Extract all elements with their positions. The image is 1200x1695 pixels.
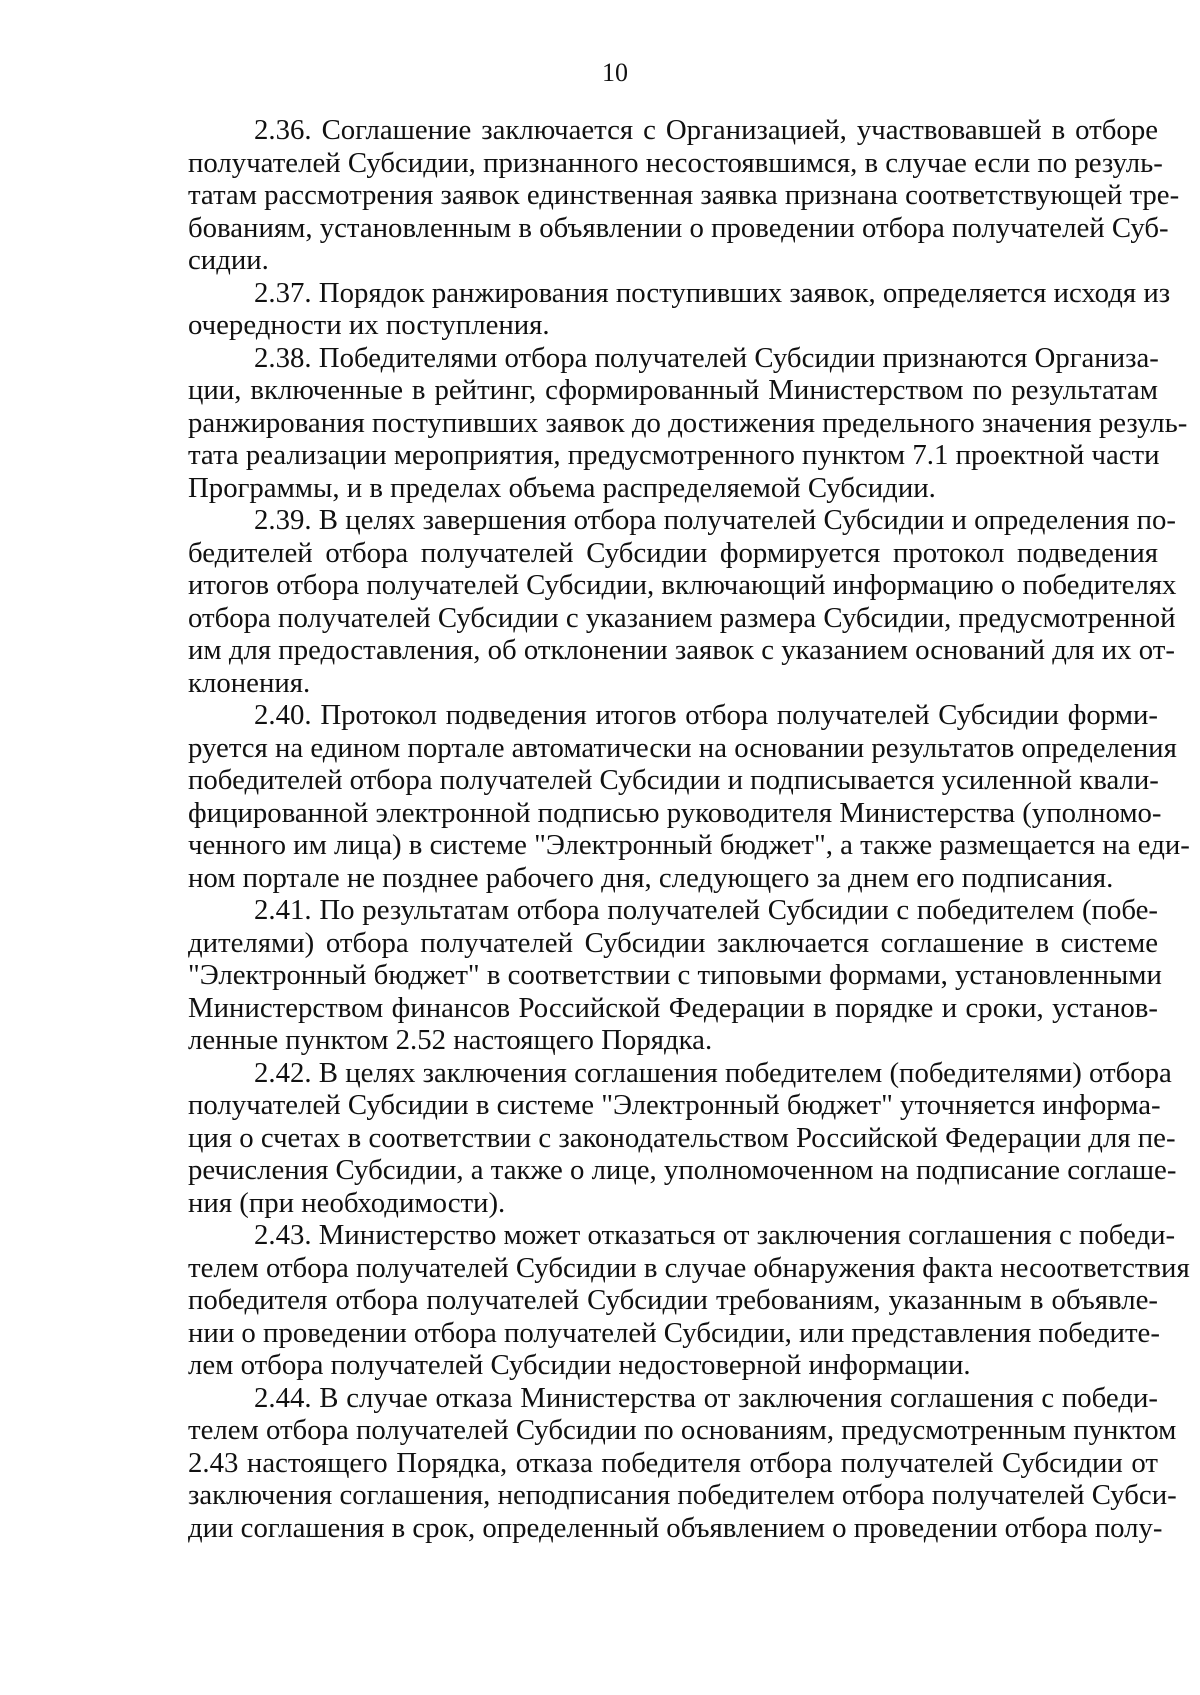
paragraph-line: татам рассмотрения заявок единственная заявка признана соответствующей тре-	[188, 179, 1180, 211]
page-number: 10	[602, 58, 628, 87]
paragraph-line: ранжирования поступивших заявок до достижения предельного значения резуль-	[188, 406, 1188, 439]
paragraph-line: получателей Субсидии в системе "Электронный бюджет" уточняется информа-	[188, 1089, 1161, 1121]
paragraph-2-42	[188, 1056, 1177, 1220]
paragraph-line: 2.41. По результатам отбора получателей Субсидии с победителем (побе-	[254, 894, 1158, 926]
paragraph-2-36	[188, 114, 1180, 277]
paragraph-2-39	[188, 504, 1177, 699]
paragraph-2-44	[188, 1381, 1177, 1545]
paragraph-line: итогов отбора получателей Субсидии, включающий информацию о победителях	[188, 569, 1177, 601]
paragraph-line: 2.36. Соглашение заключается с Организацией, участвовавшей в отборе	[254, 114, 1158, 146]
paragraph-line: сидии.	[188, 244, 269, 276]
paragraph-line: клонения.	[188, 666, 311, 699]
paragraph-line: 2.40. Протокол подведения итогов отбора получателей Субсидии форми-	[254, 699, 1158, 731]
paragraph-line: 2.42. В целях заключения соглашения победителем (победителями) отбора	[254, 1056, 1172, 1089]
paragraph-line: победителей отбора получателей Субсидии и подписывается усиленной квали-	[188, 764, 1159, 796]
paragraph-2-40	[188, 699, 1190, 894]
paragraph-2-38	[188, 341, 1188, 505]
paragraph-line: заключения соглашения, неподписания победителем отбора получателей Субси-	[188, 1479, 1177, 1511]
paragraph-line: 2.38. Победителями отбора получателей Субсидии признаются Организа-	[254, 341, 1159, 374]
paragraph-line: получателей Субсидии, признанного несостоявшимся, в случае если по резуль-	[188, 146, 1163, 179]
paragraph-line: победителя отбора получателей Субсидии требованиям, указанным в объявле-	[188, 1284, 1158, 1316]
paragraph-line: отбора получателей Субсидии с указанием размера Субсидии, предусмотренной	[188, 601, 1176, 634]
paragraph-line: ния (при необходимости).	[188, 1186, 506, 1219]
paragraph-line: бедителей отбора получателей Субсидии формируется протокол подведения	[188, 536, 1158, 569]
paragraph-line: 2.37. Порядок ранжирования поступивших заявок, определяется исходя из	[254, 276, 1171, 309]
paragraph-line: 2.44. В случае отказа Министерства от заключения соглашения с победи-	[254, 1381, 1158, 1414]
paragraph-2-37	[188, 276, 1171, 342]
paragraph-line: Министерством финансов Российской Федерации в порядке и сроки, установ-	[188, 991, 1158, 1024]
paragraph-line: ном портале не позднее рабочего дня, следующего за днем его подписания.	[188, 861, 1114, 894]
paragraph-line: речисления Субсидии, а также о лице, уполномоченном на подписание соглаше-	[188, 1154, 1177, 1186]
paragraph-line: им для предоставления, об отклонении заявок с указанием оснований для их от-	[188, 634, 1175, 666]
paragraph-line: руется на едином портале автоматически на основании результатов определения	[188, 731, 1177, 764]
paragraph-line: бованиям, установленным в объявлении о проведении отбора получателей Суб-	[188, 211, 1169, 244]
paragraph-2-43	[188, 1219, 1190, 1382]
paragraph-line: очередности их поступления.	[188, 309, 550, 341]
paragraph-line: дии соглашения в срок, определенный объявлением о проведении отбора полу-	[188, 1511, 1163, 1544]
paragraph-line: "Электронный бюджет" в соответствии с типовыми формами, установленными	[188, 959, 1162, 991]
paragraph-line: тата реализации мероприятия, предусмотренного пунктом 7.1 проектной части	[188, 439, 1160, 471]
paragraph-line: ции, включенные в рейтинг, сформированный Министерством по результатам	[188, 374, 1158, 406]
paragraph-line: нии о проведении отбора получателей Субсидии, или представления победите-	[188, 1316, 1160, 1349]
paragraph-line: ция о счетах в соответствии с законодательством Российской Федерации для пе-	[188, 1121, 1176, 1154]
document-body	[188, 114, 1190, 1544]
paragraph-line: фицированной электронной подписью руководителя Министерства (уполномо-	[188, 796, 1162, 829]
paragraph-line: ленные пунктом 2.52 настоящего Порядка.	[188, 1024, 713, 1056]
paragraph-2-41	[188, 894, 1162, 1057]
paragraph-line: лем отбора получателей Субсидии недостоверной информации.	[188, 1349, 971, 1381]
paragraph-line: 2.43. Министерство может отказаться от заключения соглашения с победи-	[254, 1219, 1176, 1251]
paragraph-line: дителями) отбора получателей Субсидии заключается соглашение в системе	[188, 926, 1158, 959]
paragraph-line: Программы, и в пределах объема распределяемой Субсидии.	[188, 471, 936, 504]
paragraph-line: ченного им лица) в системе "Электронный бюджет", а также размещается на еди-	[188, 829, 1190, 861]
paragraph-line: телем отбора получателей Субсидии в случае обнаружения факта несоответствия	[188, 1251, 1190, 1284]
paragraph-line: 2.43 настоящего Порядка, отказа победителя отбора получателей Субсидии от	[188, 1446, 1158, 1479]
paragraph-line: 2.39. В целях завершения отбора получателей Субсидии и определения по-	[254, 504, 1176, 536]
paragraph-line: телем отбора получателей Субсидии по основаниям, предусмотренным пунктом	[188, 1414, 1177, 1446]
